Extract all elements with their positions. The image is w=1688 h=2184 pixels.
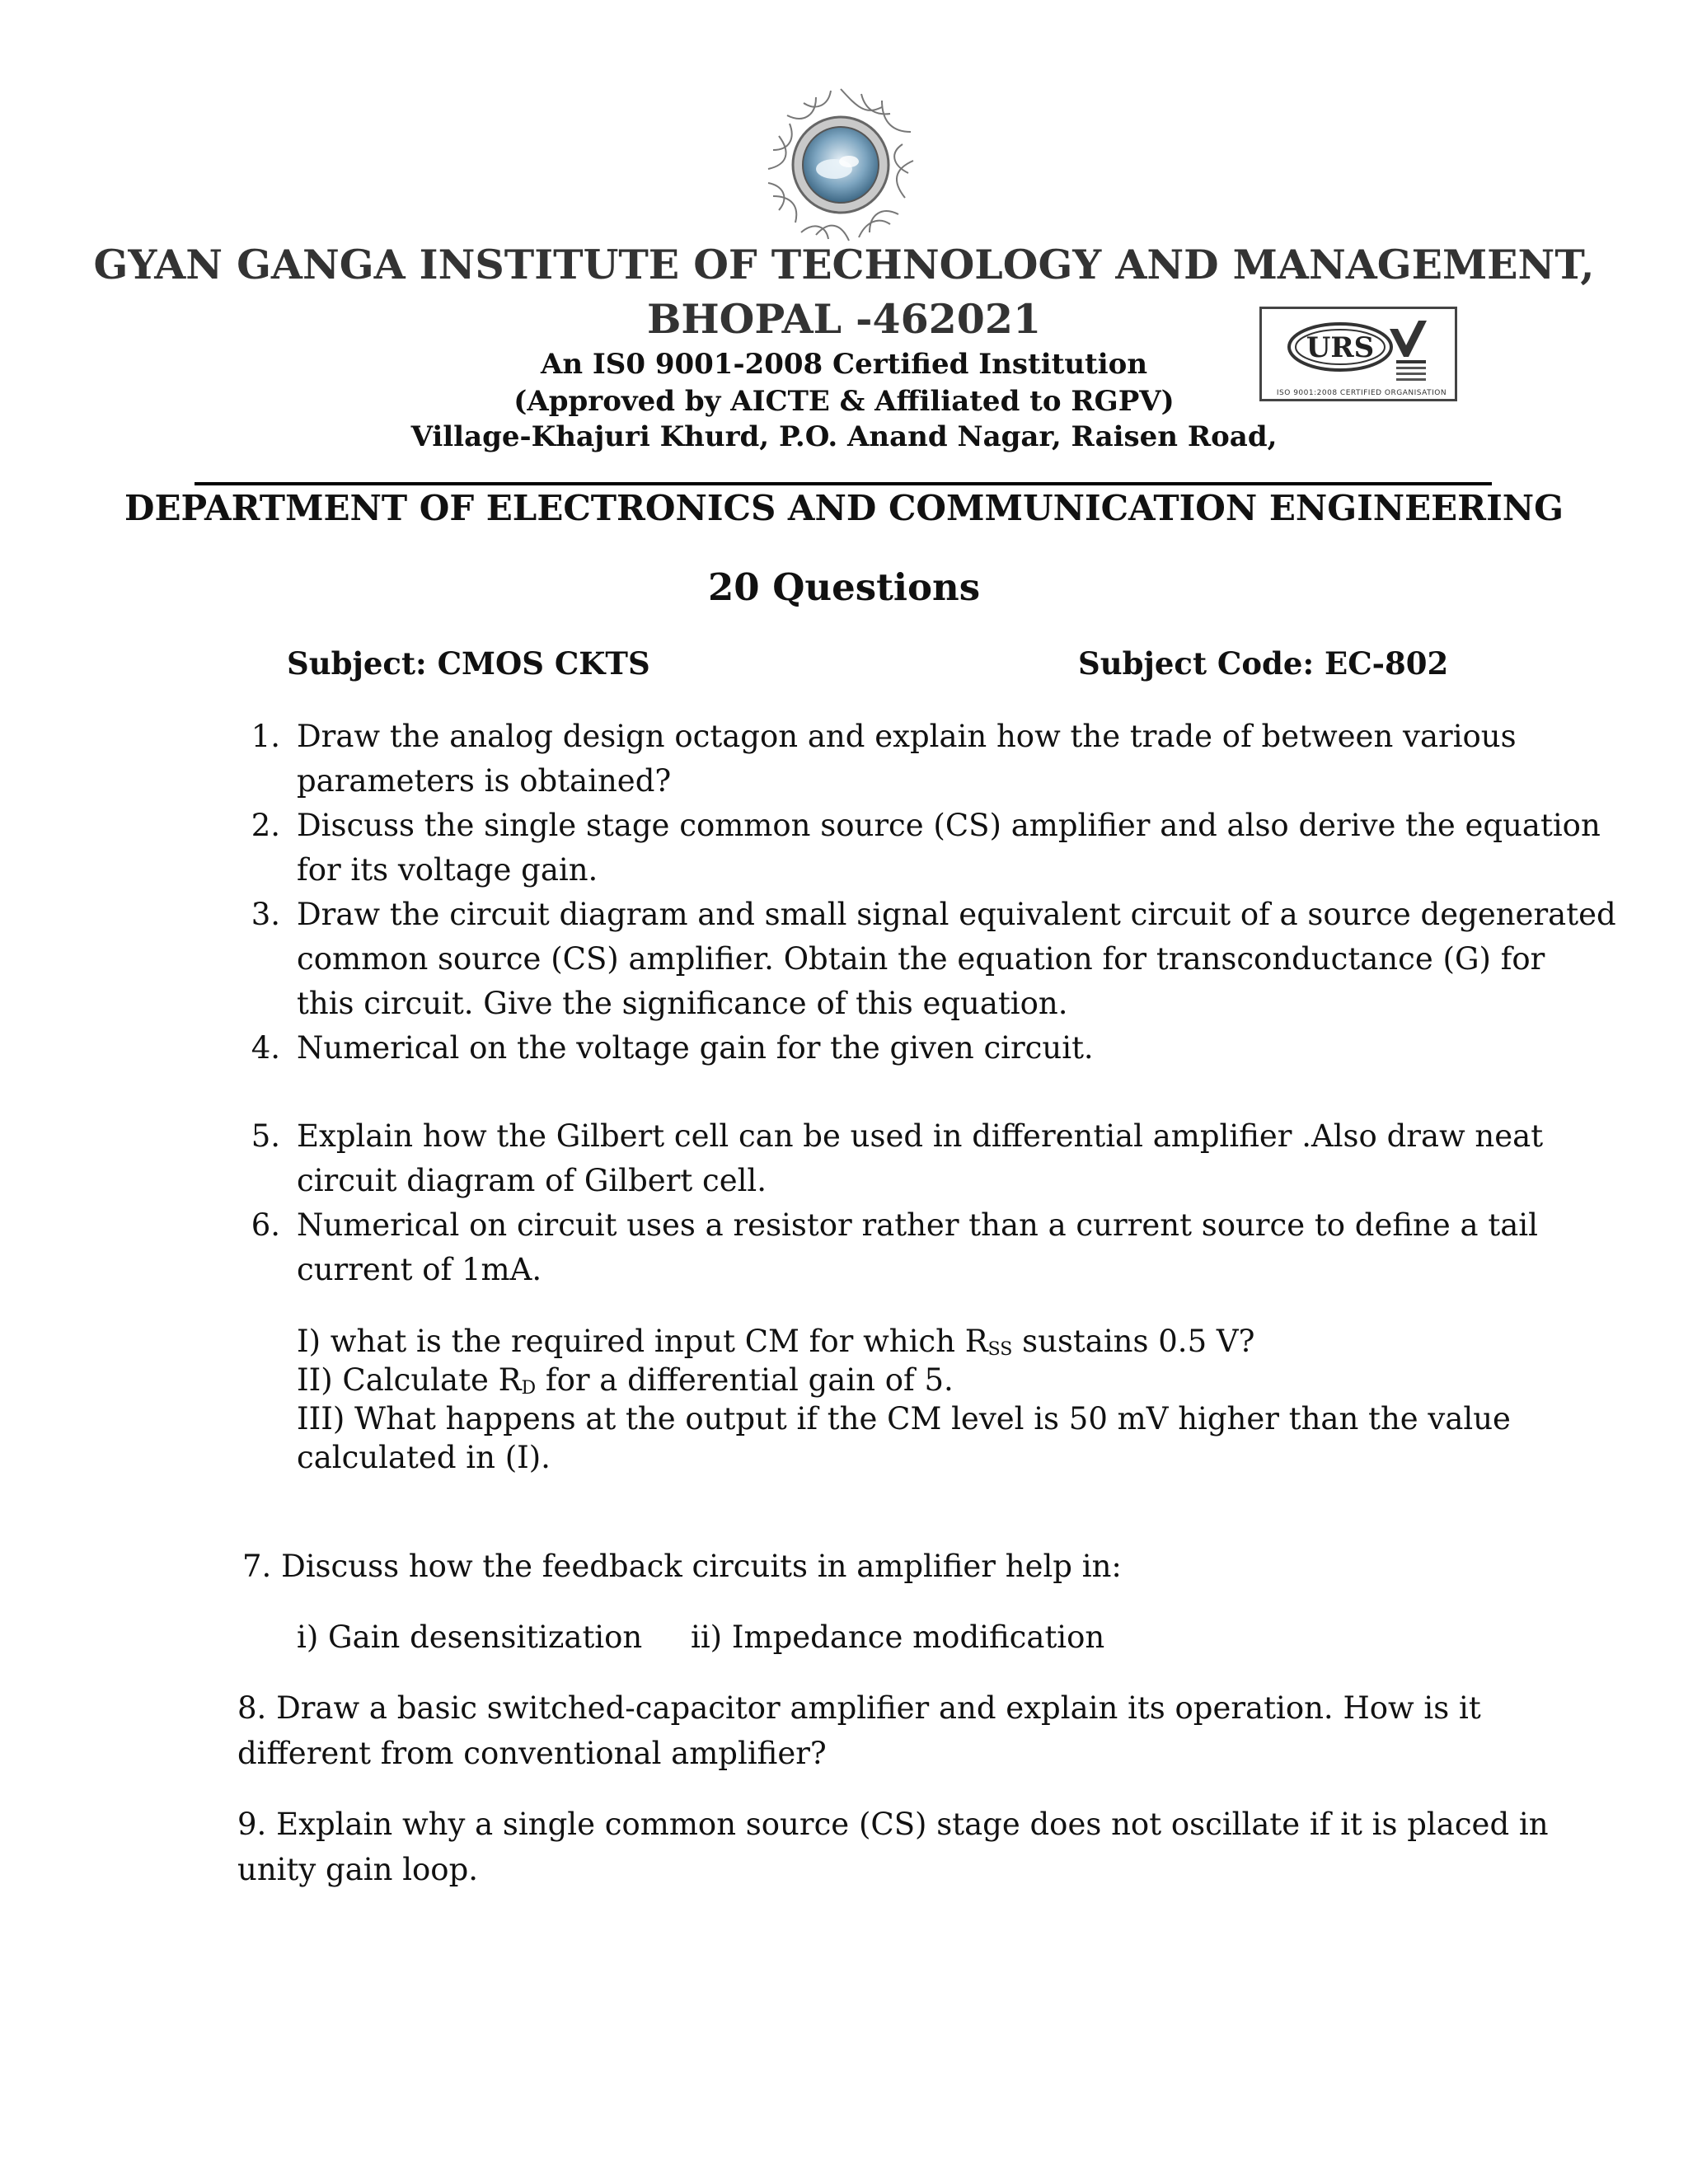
address-line: Village-Khajuri Khurd, P.O. Anand Nagar, Raisen Road, bbox=[410, 420, 1278, 453]
q7-part-i: i) Gain desensitization bbox=[297, 1619, 643, 1655]
urs-badge-text: URS bbox=[1306, 331, 1375, 364]
question-7: 7. Discuss how the feedback circuits in amplifier help in: bbox=[242, 1549, 1122, 1584]
iso-certification: An IS0 9001-2008 Certified Institution bbox=[540, 348, 1148, 381]
urs-certification-badge bbox=[1259, 307, 1457, 401]
institute-city: BHOPAL -462021 bbox=[646, 295, 1042, 343]
q6-part-2-text-end: for a differential gain of 5. bbox=[536, 1362, 954, 1398]
question-8: 8. Draw a basic switched-capacitor amplifier and explain its operation. How is it bbox=[237, 1690, 1481, 1726]
urs-badge-caption: ISO 9001:2008 CERTIFIED ORGANISATION bbox=[1276, 389, 1447, 397]
q6-part-3: III) What happens at the output if the CM level is 50 mV higher than the value bbox=[297, 1401, 1511, 1436]
header-divider bbox=[195, 482, 1492, 485]
question-number: 5. bbox=[251, 1118, 280, 1154]
q6-part-2-text: II) Calculate R bbox=[297, 1362, 522, 1398]
q6-part-1 bbox=[297, 1322, 1254, 1361]
question-text-line: current of 1mA. bbox=[297, 1252, 542, 1287]
question-number: 3. bbox=[251, 897, 280, 932]
question-number: 4. bbox=[251, 1030, 280, 1066]
urs-logo-icon bbox=[1262, 309, 1455, 399]
question-text-line: this circuit. Give the significance of this equation. bbox=[297, 986, 1068, 1021]
question-text-line: Discuss the single stage common source (CS) amplifier and also derive the equation bbox=[297, 808, 1601, 843]
question-text-line: Numerical on the voltage gain for the given circuit. bbox=[297, 1030, 1094, 1066]
q6-part-1-text-end: sustains 0.5 V? bbox=[1012, 1324, 1255, 1359]
subject-name: Subject: CMOS CKTS bbox=[287, 645, 650, 682]
rd-subscript: D bbox=[521, 1378, 537, 1399]
question-9-continued: unity gain loop. bbox=[237, 1852, 479, 1887]
question-text-line: parameters is obtained? bbox=[297, 763, 672, 799]
question-text-line: Draw the analog design octagon and explain how the trade of between various bbox=[297, 719, 1517, 754]
rss-subscript: SS bbox=[987, 1339, 1013, 1360]
question-number: 1. bbox=[251, 719, 280, 754]
question-text-line: Draw the circuit diagram and small signal equivalent circuit of a source degenerated bbox=[297, 897, 1616, 932]
question-number: 2. bbox=[251, 808, 280, 843]
question-text-line: Explain how the Gilbert cell can be used in differential amplifier .Also draw neat bbox=[297, 1118, 1544, 1154]
question-number: 6. bbox=[251, 1207, 280, 1243]
q6-part-3-continued: calculated in (I). bbox=[297, 1440, 551, 1475]
q6-part-2 bbox=[297, 1361, 954, 1400]
institute-name: GYAN GANGA INSTITUTE OF TECHNOLOGY AND MANAGEMENT, bbox=[93, 241, 1595, 288]
question-9: 9. Explain why a single common source (CS) stage does not oscillate if it is placed in bbox=[237, 1807, 1549, 1842]
approval-line: (Approved by AICTE & Affiliated to RGPV) bbox=[513, 385, 1175, 418]
subject-code: Subject Code: EC-802 bbox=[1078, 645, 1449, 682]
question-text-line: for its voltage gain. bbox=[297, 852, 598, 888]
q7-part-ii: ii) Impedance modification bbox=[691, 1619, 1105, 1655]
department-title: DEPARTMENT OF ELECTRONICS AND COMMUNICATION ENGINEERING bbox=[124, 488, 1564, 528]
question-text-line: Numerical on circuit uses a resistor rather than a current source to define a tail bbox=[297, 1207, 1538, 1243]
question-text-line: circuit diagram of Gilbert cell. bbox=[297, 1163, 767, 1198]
document-title: 20 Questions bbox=[707, 565, 981, 609]
question-8-continued: different from conventional amplifier? bbox=[237, 1736, 827, 1771]
institute-logo-icon bbox=[758, 82, 923, 247]
q6-part-1-text: I) what is the required input CM for which R bbox=[297, 1324, 988, 1359]
question-text-line: common source (CS) amplifier. Obtain the equation for transconductance (G) for bbox=[297, 941, 1545, 977]
